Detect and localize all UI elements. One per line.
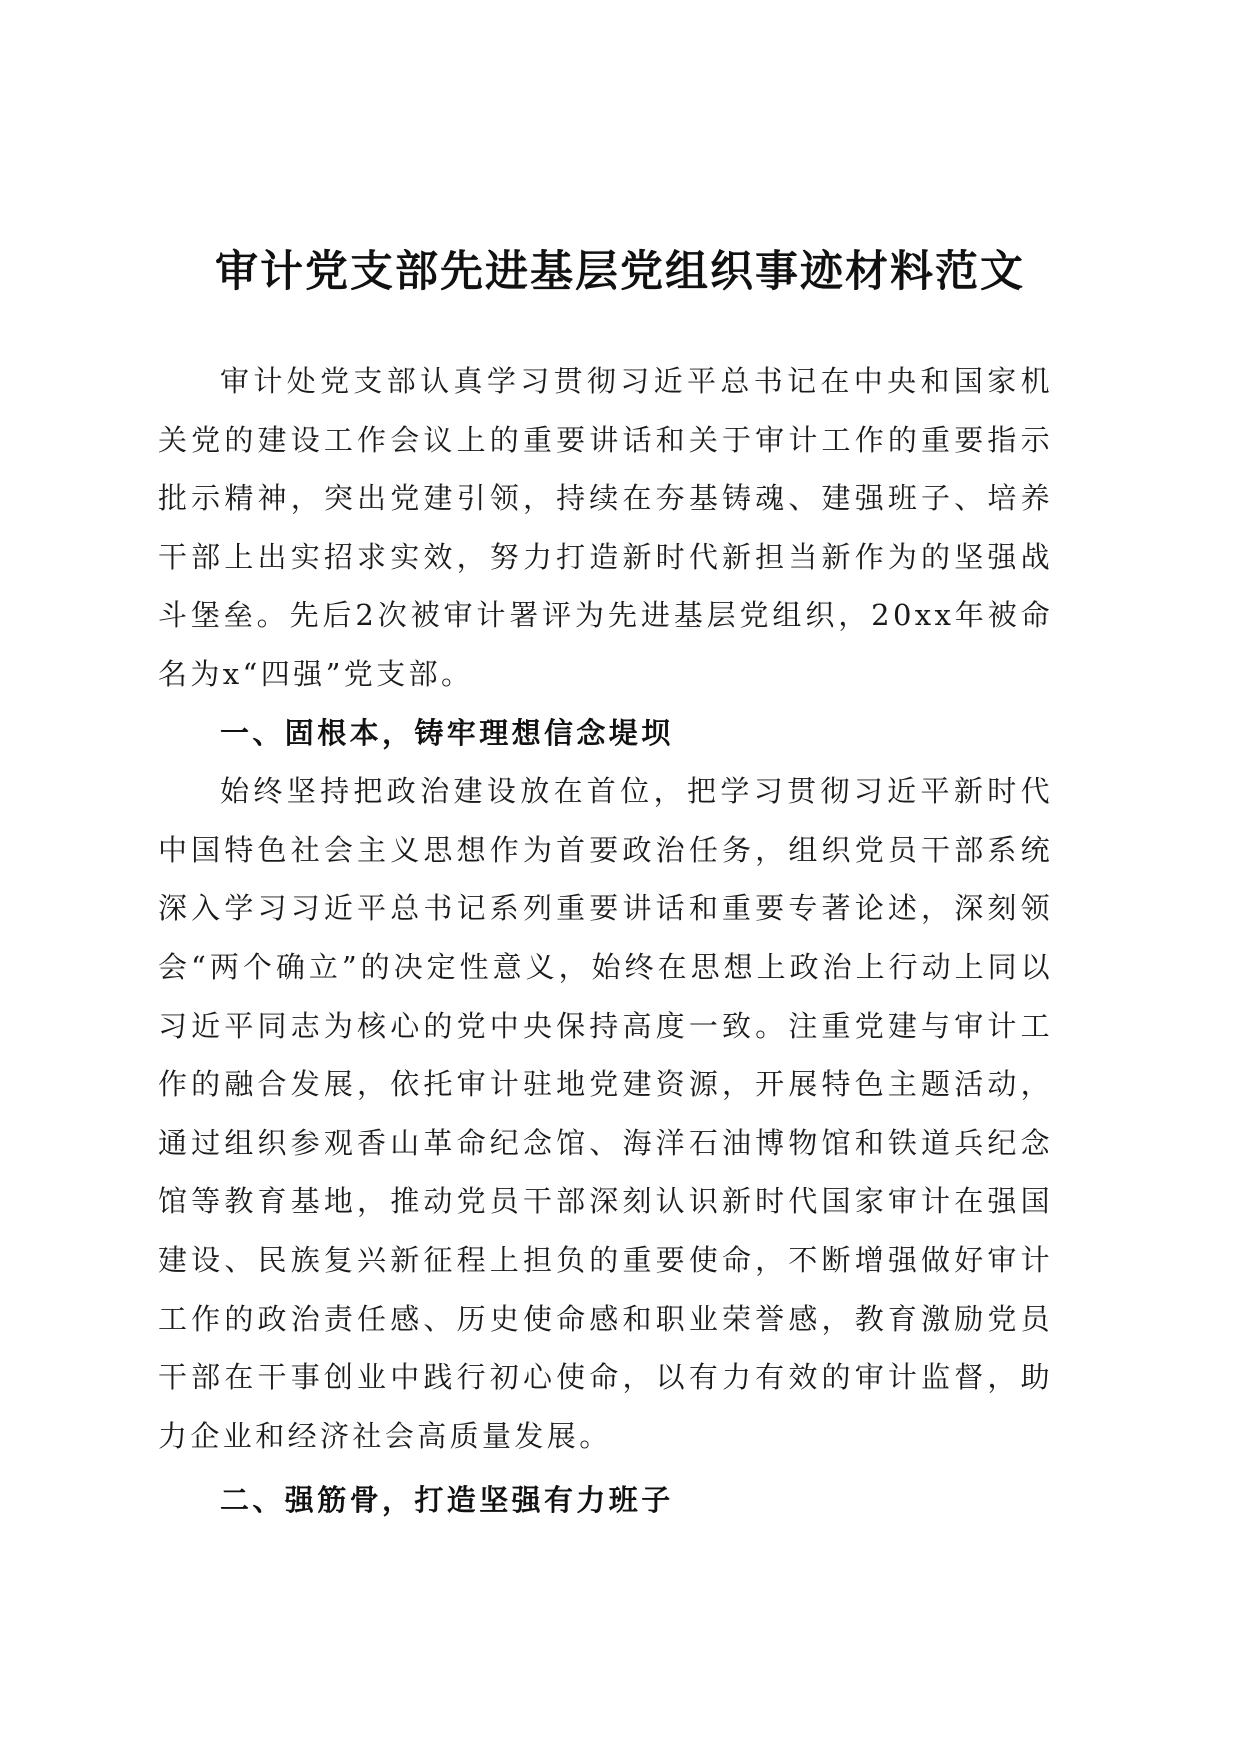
document-title: 审计党支部先进基层党组织事迹材料范文 bbox=[215, 247, 1025, 297]
document-body bbox=[158, 352, 1053, 1530]
section-2-heading: 二、强筋骨，打造坚强有力班子 bbox=[220, 1483, 674, 1518]
section-1-paragraph: 始终坚持把政治建设放在首位，把学习贯彻习近平新时代中国特色社会主义思想作为首要政治任务，组织党员干部系统深入学习习近平总书记系列重要讲话和重要专著论述，深刻领会“两个确立”的决定性意义，始终在思想上政治上行动上同以习近平同志为核心的党中央保持高度一致。注重党建与审计工作的融合发展，依托审计驻地党建资源，开展特色主题活动，通过组织参观香山革命纪念馆、海洋石油博物馆和铁道兵纪念馆等教育基地，推动党员干部深刻认识新时代国家审计在强国建设、民族复兴新征程上担负的重要使命，不断增强做好审计工作的政治责任感、历史使命感和职业荣誉感，教育激励党员干部在干事创业中践行初心使命，以有力有效的审计监督，助力企业和经济社会高质量发展。 bbox=[158, 774, 1053, 1453]
intro-paragraph: 审计处党支部认真学习贯彻习近平总书记在中央和国家机关党的建设工作会议上的重要讲话和关于审计工作的重要指示批示精神，突出党建引领，持续在夯基铸魂、建强班子、培养干部上出实招求实效，努力打造新时代新担当新作为的坚强战斗堡垒。先后2次被审计署评为先进基层党组织，20xx年被命名为x“四强”党支部。 bbox=[158, 364, 1053, 691]
section-1-heading: 一、固根本，铸牢理想信念堤坝 bbox=[220, 715, 674, 750]
